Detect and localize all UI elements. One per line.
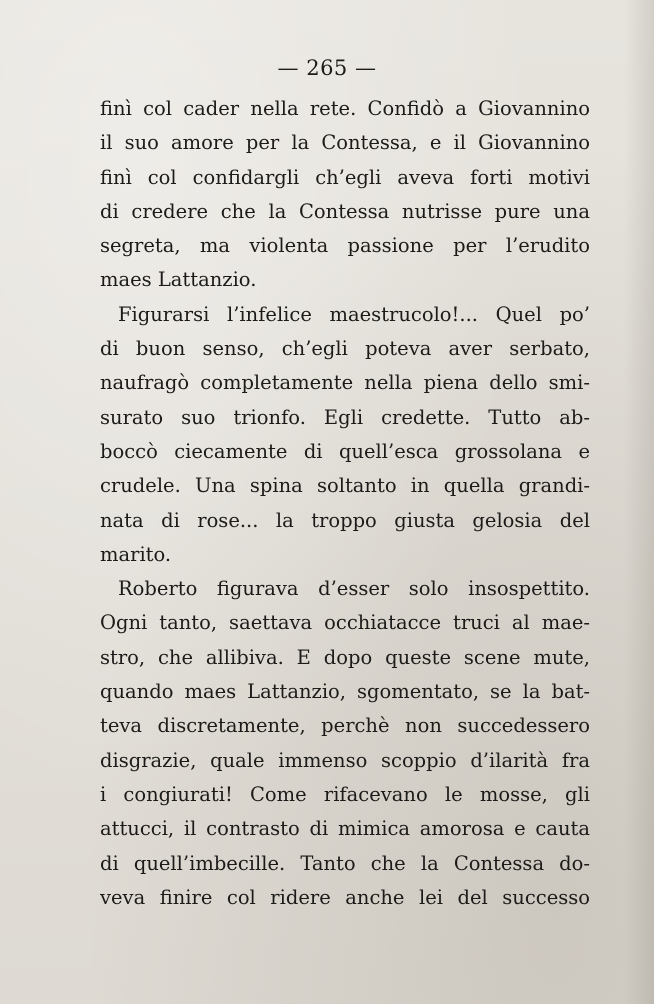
text-line: Ogni tanto, saettava occhiatacce truci al mae-	[100, 611, 590, 635]
text-line: marito.	[100, 542, 172, 566]
text-line: di buon senso, ch’egli poteva aver serbato,	[100, 337, 590, 361]
text-line: di quell’imbecille. Tanto che la Contessa do-	[100, 851, 590, 875]
text-line: veva finire col ridere anche lei del successo	[100, 885, 590, 909]
text-line: Figurarsi l’infelice maestrucolo!... Quel po’	[118, 302, 590, 326]
text-line: finì col cader nella rete. Confidò a Giovannino	[100, 97, 590, 120]
text-line: crudele. Una spina soltanto in quella grandi-	[100, 474, 590, 498]
page-number: — 265 —	[277, 56, 377, 80]
text-line: Roberto figurava d’esser solo insospettito.	[118, 577, 590, 601]
text-line: segreta, ma violenta passione per l’erudito	[100, 234, 590, 258]
text-line: surato suo trionfo. Egli credette. Tutto ab-	[100, 405, 590, 429]
text-line: disgrazie, quale immenso scoppio d’ilarità fra	[100, 748, 590, 772]
text-line: boccò ciecamente di quell’esca grossolana e	[100, 439, 590, 463]
text-line: di credere che la Contessa nutrisse pure una	[100, 199, 590, 223]
text-line: naufragò completamente nella piena dello smi-	[100, 371, 590, 395]
text-line: teva discretamente, perchè non succedessero	[100, 714, 590, 738]
text-line: il suo amore per la Contessa, e il Giovannino	[100, 131, 590, 155]
text-line: maes Lattanzio.	[100, 268, 257, 292]
text-line: stro, che allibiva. E dopo queste scene mute,	[100, 645, 590, 669]
text-line: attucci, il contrasto di mimica amorosa e cauta	[100, 817, 590, 841]
text-line: quando maes Lattanzio, sgomentato, se la bat-	[100, 680, 590, 704]
text-line: i congiurati! Come rifacevano le mosse, gli	[100, 782, 590, 806]
text-line: nata di rose... la troppo giusta gelosia del	[100, 508, 590, 532]
text-line: finì col confidargli ch’egli aveva forti motivi	[100, 165, 590, 189]
page-text	[100, 92, 590, 915]
